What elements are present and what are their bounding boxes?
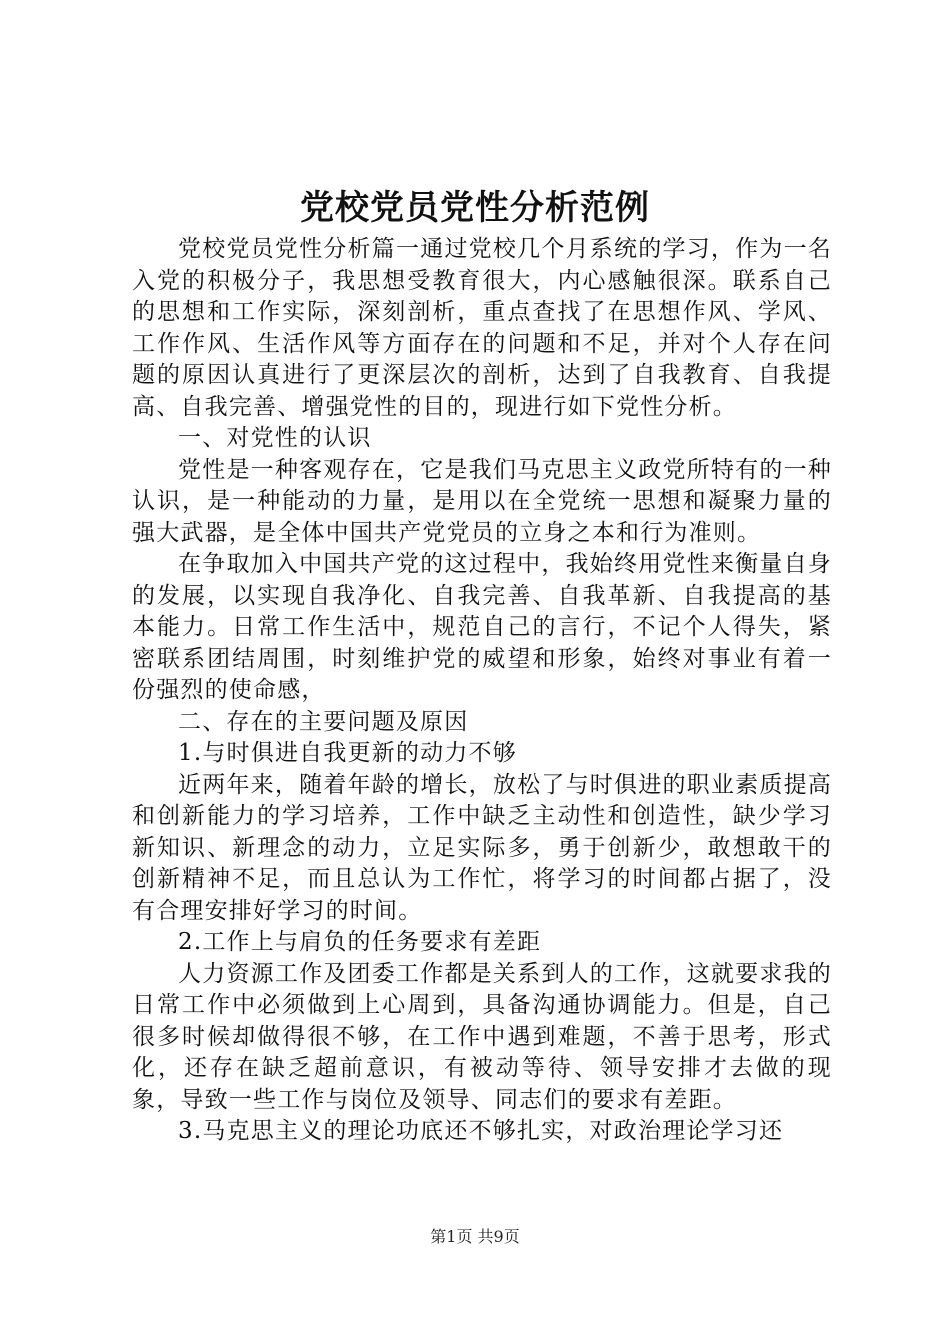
section-heading: 二、存在的主要问题及原因: [178, 708, 469, 735]
subsection-heading: 3.马克思主义的理论功底还不够扎实，对政治理论学习还: [178, 1118, 784, 1144]
page-number-footer: 第1页 共9页: [430, 1227, 520, 1246]
subsection-heading: 1.与时俱进自我更新的动力不够: [178, 740, 517, 766]
paragraph: 近两年来，随着年龄的增长，放松了与时俱进的职业素质提高和创新能力的学习培养，工作中缺乏主动性和创造性，缺少学习新知识、新理念的动力，立足实际多，勇于创新少，敢想敢干的创新精神不足，而且总认为工作忙，将学习的时间都占据了，没有合理安排好学习的时间。: [132, 771, 832, 924]
document-body: [132, 234, 832, 1148]
paragraph: 在争取加入中国共产党的这过程中，我始终用党性来衡量自身的发展，以实现自我净化、自我完善、自我革新、自我提高的基本能力。日常工作生活中，规范自己的言行，不记个人得失，紧密联系团结周围，时刻维护党的威望和形象，始终对事业有着一份强烈的使命感，: [132, 551, 832, 703]
paragraph: 党性是一种客观存在，它是我们马克思主义政党所特有的一种认识，是一种能动的力量，是用以在全党统一思想和凝聚力量的强大武器，是全体中国共产党党员的立身之本和行为准则。: [132, 456, 832, 546]
section-heading: 一、对党性的认识: [178, 425, 372, 451]
paragraph: 人力资源工作及团委工作都是关系到人的工作，这就要求我的日常工作中必须做到上心周到，具备沟通协调能力。但是，自己很多时候却做得很不够，在工作中遇到难题，不善于思考，形式化，还存在缺乏超前意识，有被动等待、领导安排才去做的现象，导致一些工作与岗位及领导、同志们的要求有差距。: [132, 960, 832, 1113]
document-title: 党校党员党性分析范例: [300, 188, 650, 228]
subsection-heading: 2.工作上与肩负的任务要求有差距: [178, 929, 542, 955]
paragraph: 党校党员党性分析篇一通过党校几个月系统的学习，作为一名入党的积极分子，我思想受教育很大，内心感触很深。联系自己的思想和工作实际，深刻剖析，重点查找了在思想作风、学风、工作作风、生活作风等方面存在的问题和不足，并对个人存在问题的原因认真进行了更深层次的剖析，达到了自我教育、自我提高、自我完善、增强党性的目的，现进行如下党性分析。: [132, 236, 832, 420]
